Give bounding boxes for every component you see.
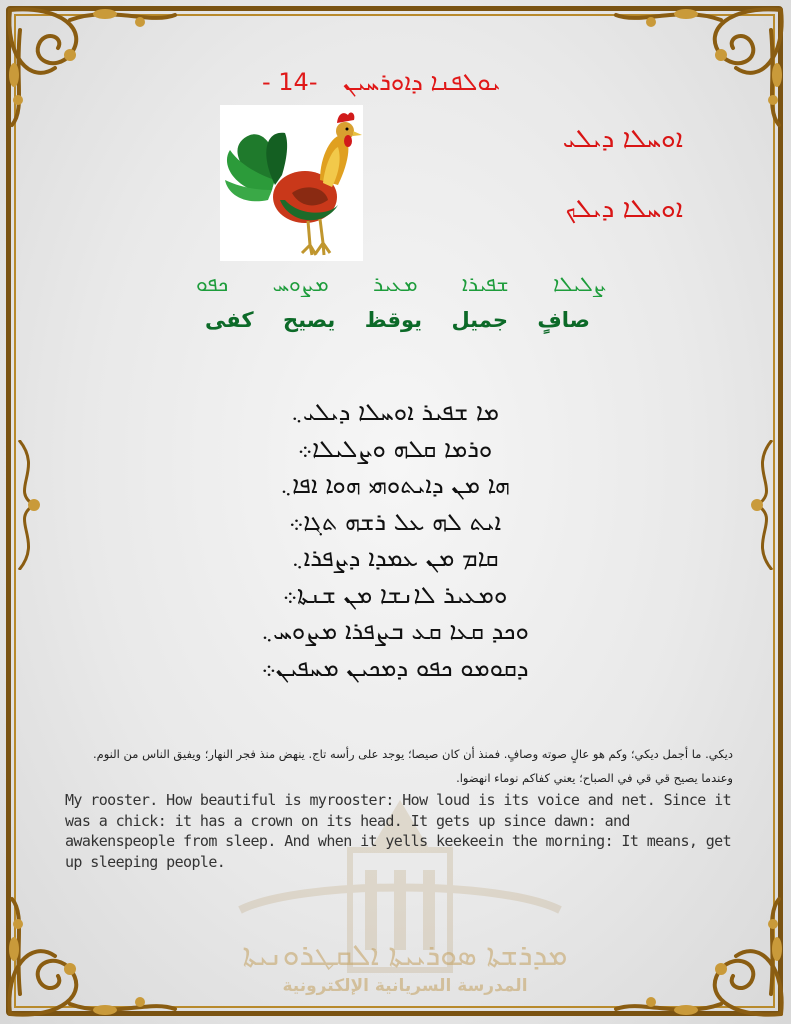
rooster-illustration	[220, 105, 363, 261]
vocab-arabic-word: صافٍ	[537, 308, 590, 332]
arabic-translation-line: ديكي. ما أجمل ديكي؛ وكم هو عالٍ صوته وصافٍ. فمنذ أن كان صيصا؛ يوجد على رأسه تاج. ينهض منذ فجر النهار؛ ويفيق الناس من النوم.	[92, 747, 733, 761]
poem	[150, 394, 640, 686]
poem-line: ܩܐܡ ܡܢ ܥܡܕܐ ܕܨܦܪܐ܆	[291, 544, 499, 572]
corner-ornament-bottom-right	[601, 894, 791, 1024]
vocab-syriac-word: ܨܠܝܠܐ	[553, 272, 606, 296]
vocab-arabic-word: جميل	[451, 308, 508, 332]
syriac-word-my-rooster: ܐܘܚܠܐ ܕܝܠܝ	[562, 124, 683, 154]
poem-line: ܐܝܬ ܠܗ ܥܠ ܪܫܗ ܬܓܐ܀	[288, 507, 502, 536]
vocab-arabic-word: كفى	[205, 308, 254, 332]
syriac-word-your-rooster: ܐܘܚܠܐ ܕܝܠܟ	[565, 194, 683, 224]
vocabulary-syriac-row	[196, 272, 606, 306]
vocab-arabic-word: يصيح	[283, 308, 336, 332]
vocabulary-arabic-row	[205, 308, 590, 342]
poem-line: ܕܩܘܡܘ ܟܦܘ ܕܡܟܝܢ ܡܚܦܝܢ܀	[261, 653, 529, 682]
vocab-syriac-word: ܡܥܝܪ	[373, 272, 418, 296]
poem-line: ܡܐ ܫܦܝܪ ܐܘܚܠܐ ܕܝܠܝ܆	[290, 398, 500, 426]
corner-ornament-bottom-left	[0, 894, 190, 1024]
poem-line: ܘܡܥܝܪ ܠܐܢܫܐ ܡܢ ܫܢܬܐ܀	[282, 580, 508, 609]
poem-line: ܘܪܡܐ ܩܠܗ ܘܨܠܝܠܐ܀	[297, 434, 493, 463]
arabic-translation	[65, 742, 733, 790]
english-translation: My rooster. How beautiful is myrooster: How loud is its voice and net. Since it was a chick: it has a crown on its head. It gets up since dawn: and awakenspeople from sleep. And when it yells keekeein the morning: It means, get up sleeping people.	[65, 791, 732, 871]
side-ornament-right	[727, 440, 787, 570]
lesson-number: - 14-	[262, 68, 318, 96]
vocab-syriac-word: ܡܨܘܚ	[272, 272, 329, 296]
side-ornament-left	[4, 440, 64, 570]
lesson-title-syriac: ܝܘܠܦܢܐ ܕܐܘܪܚܝܢ	[343, 68, 501, 96]
watermark-syriac-name: ܡܕܪܫܬܐ ܣܘܪܝܝܬܐ ܐܠܩܛܪܘܢܝܬܐ	[242, 938, 568, 973]
corner-ornament-top-left	[0, 0, 190, 130]
watermark-arabic-name: المدرسة السريانية الإلكترونية	[282, 976, 528, 996]
vocab-arabic-word: يوقظ	[364, 308, 423, 332]
poem-line: ܗܐ ܡܢ ܕܐܝܬܘܗܝ ܗܘܐ ܐܦܐ܆	[280, 471, 510, 499]
poem-line: ܘܟܕ ܩܥܐ ܩܥ ܒܨܦܪܐ ܡܨܘܚ܆	[261, 617, 529, 645]
vocab-syriac-word: ܟܦܘ	[196, 272, 229, 296]
lesson-title	[262, 68, 662, 104]
vocab-syriac-word: ܫܦܝܪܐ	[461, 272, 509, 296]
arabic-translation-line: وعندما يصيح قي قي في الصباح؛ يعني كفاكم نوماء انهضوا.	[456, 771, 733, 785]
corner-ornament-top-right	[601, 0, 791, 130]
